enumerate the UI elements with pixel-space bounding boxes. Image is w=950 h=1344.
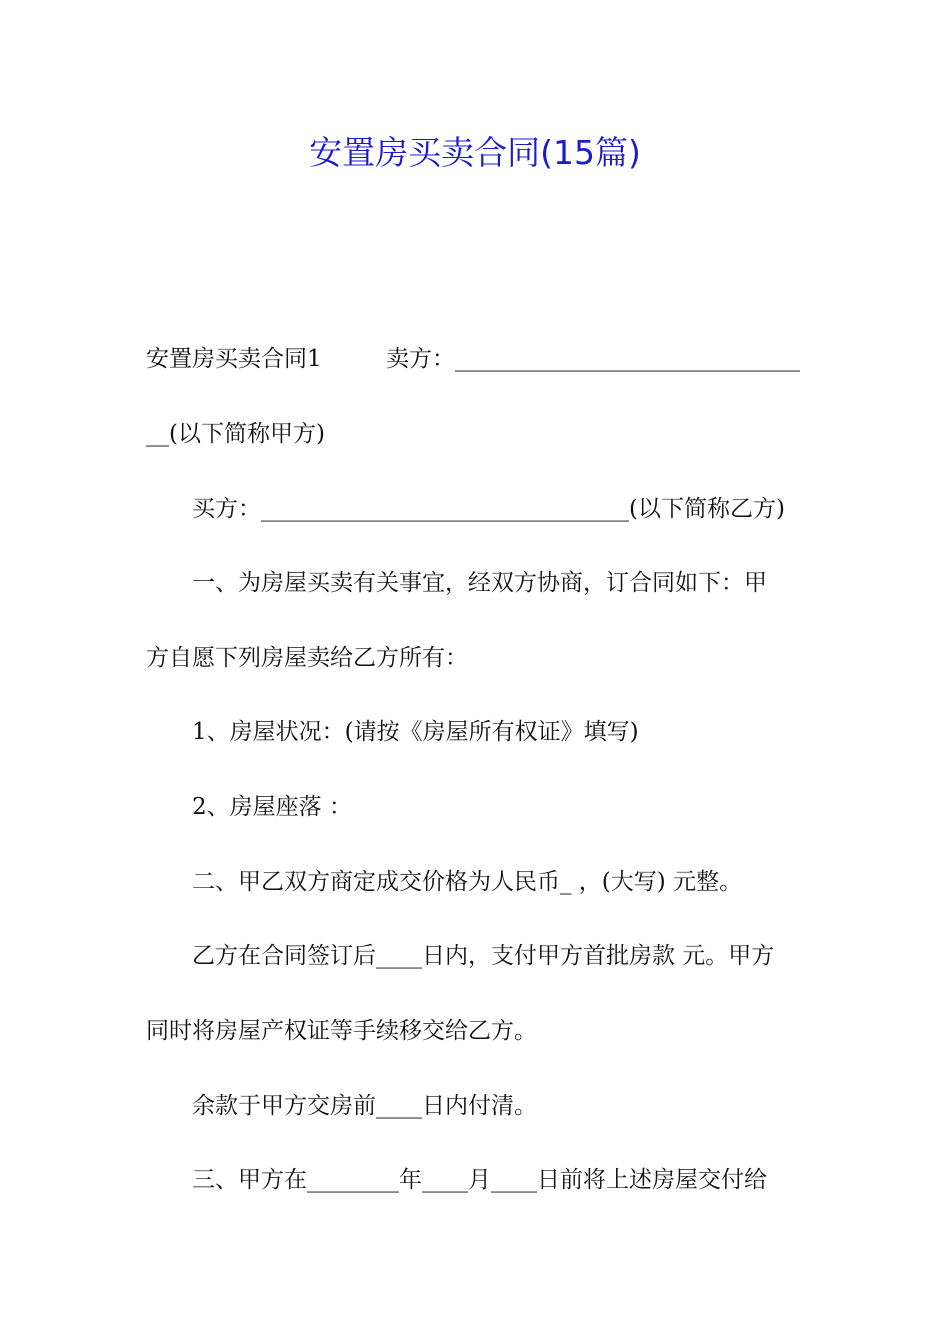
paragraph-line: 一、为房屋买卖有关事宜，经双方协商，订合同如下：甲: [192, 570, 767, 596]
paragraph-line: 1、房屋状况：(请按《房屋所有权证》填写): [192, 719, 639, 745]
paragraph-line: 同时将房屋产权证等手续移交给乙方。: [146, 1018, 537, 1044]
paragraph-line: 方自愿下列房屋卖给乙方所有：: [146, 645, 468, 671]
paragraph-line: 乙方在合同签订后____日内，支付甲方首批房款 元。甲方: [192, 943, 775, 969]
paragraph-line-buyer: 买方：________________________________(以下简称乙方): [192, 496, 785, 522]
paragraph-line-seller: [146, 343, 816, 375]
paragraph-line: 2、房屋座落 ：: [192, 794, 352, 820]
contract-number-label: 安置房买卖合同1: [146, 346, 322, 372]
paragraph-line: __(以下简称甲方): [146, 421, 325, 447]
paragraph-line: 三、甲方在________年____月____日前将上述房屋交付给: [192, 1167, 767, 1193]
document-title: 安置房买卖合同(15篇): [309, 133, 641, 172]
seller-text: 卖方：______________________________: [386, 346, 800, 372]
paragraph-line: 二、甲乙双方商定成交价格为人民币_ ，(大写) 元整。: [192, 869, 743, 895]
paragraph-line: 余款于甲方交房前____日内付清。: [192, 1093, 537, 1119]
